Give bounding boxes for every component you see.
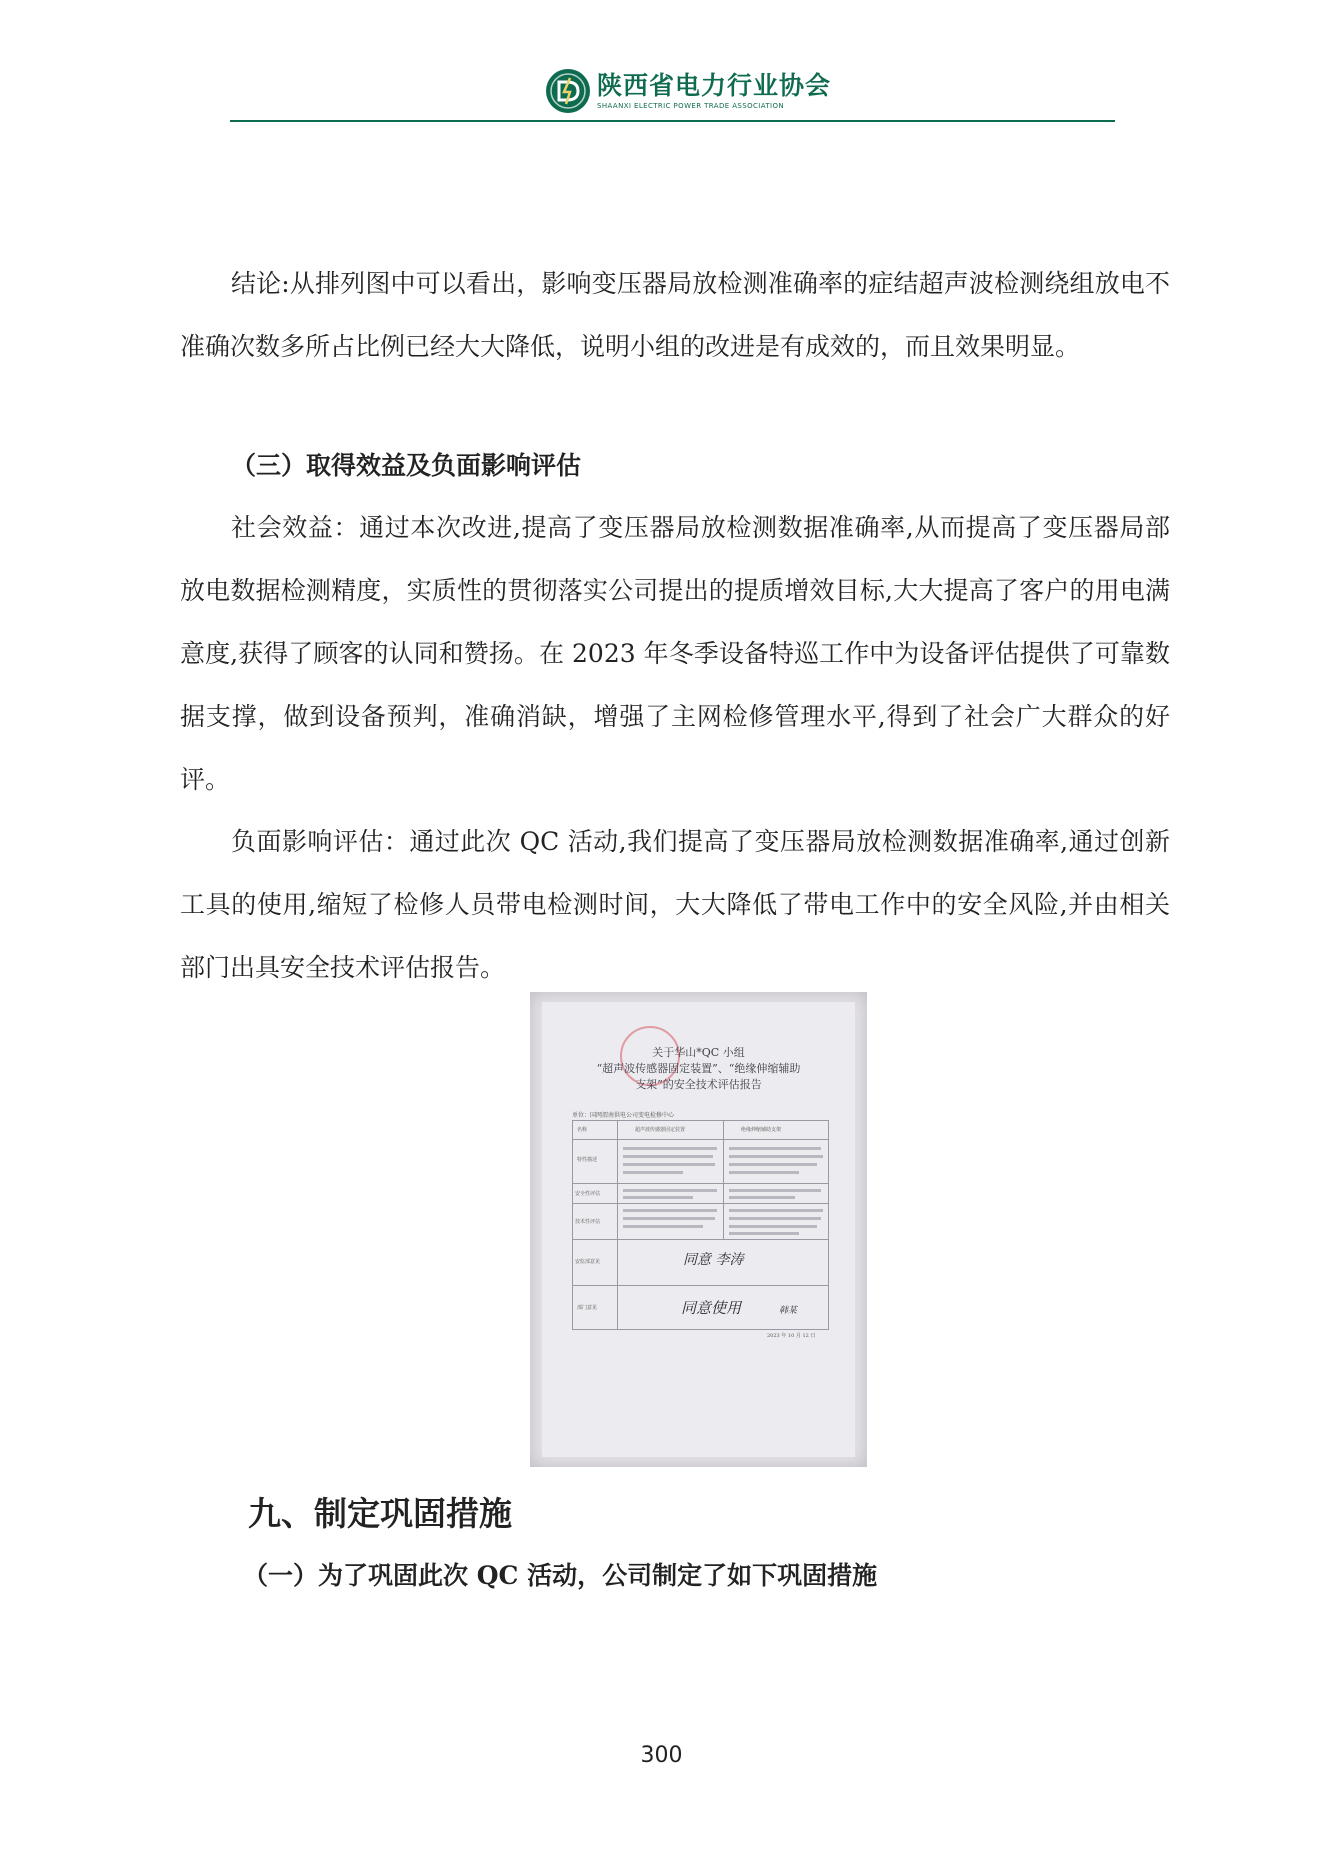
evaluation-report-photo: [530, 992, 867, 1467]
association-logo: [545, 66, 831, 116]
signature-initials: 韩某: [779, 1306, 798, 1316]
col-header-2: 绝缘伸缩辅助支架: [741, 1127, 782, 1133]
report-paper: [542, 1002, 855, 1457]
report-unit-label: 单位：国网渭南供电公司变电检修中心: [572, 1112, 675, 1119]
negative-impact-paragraph: 负面影响评估：通过此次 QC 活动,我们提高了变压器局放检测数据准确率,通过创新工具的使用,缩短了检修人员带电检测时间，大大降低了带电工作中的安全风险,并由相关部门出具安全技术评估报告。: [180, 827, 1170, 982]
org-name-cn: 陕西省电力行业协会: [597, 70, 832, 100]
row-label-name: 名称: [577, 1127, 588, 1133]
page-header: [0, 0, 1323, 125]
signature-safety-dept: 同意 李涛: [683, 1252, 744, 1268]
page-number: 300: [640, 1743, 683, 1768]
org-name-en: SHAANXI ELECTRIC POWER TRADE ASSOCIATION: [597, 101, 785, 110]
association-logo-icon: [545, 68, 591, 114]
report-table: [572, 1120, 829, 1330]
report-title-line-2: “超声波传感器固定装置”、“绝缘伸缩辅助: [596, 1062, 801, 1075]
row-label-safety: 安全性评估: [575, 1191, 601, 1197]
row-label-dept: 部门意见: [577, 1305, 598, 1311]
section-9-heading: 九、制定巩固措施: [248, 1494, 512, 1533]
report-date: 2023 年 10 月 12 日: [767, 1333, 816, 1339]
row-label-safety-dept: 安监部意见: [575, 1259, 601, 1265]
report-title-line-1: 关于华山*QC 小组: [652, 1046, 745, 1059]
social-benefit-paragraph: 社会效益：通过本次改进,提高了变压器局放检测数据准确率,从而提高了变压器局部放电数据检测精度，实质性的贯彻落实公司提出的提质增效目标,大大提高了客户的用电满意度,获得了顾客的认同和赞扬。在 2023 年冬季设备特巡工作中为设备评估提供了可靠数据支撑，做到设备预判，准确消缺，增强了主网检修管理水平,得到了社会广大群众的好评。: [180, 513, 1170, 794]
row-label-feature: 特性描述: [577, 1157, 598, 1163]
report-title-line-3: 支架”的安全技术评估报告: [635, 1078, 762, 1091]
signature-dept: 同意使用: [681, 1299, 742, 1317]
row-label-technical: 技术性评估: [575, 1219, 601, 1225]
section-9-subheading-1: （一）为了巩固此次 QC 活动，公司制定了如下巩固措施: [243, 1561, 878, 1590]
header-divider: [230, 120, 1115, 122]
conclusion-paragraph: 结论:从排列图中可以看出，影响变压器局放检测准确率的症结超声波检测绕组放电不准确次数多所占比例已经大大降低，说明小组的改进是有成效的，而且效果明显。: [180, 269, 1170, 361]
subsection-3-heading: （三）取得效益及负面影响评估: [231, 451, 582, 480]
col-header-1: 超声波传感器固定装置: [635, 1127, 686, 1133]
